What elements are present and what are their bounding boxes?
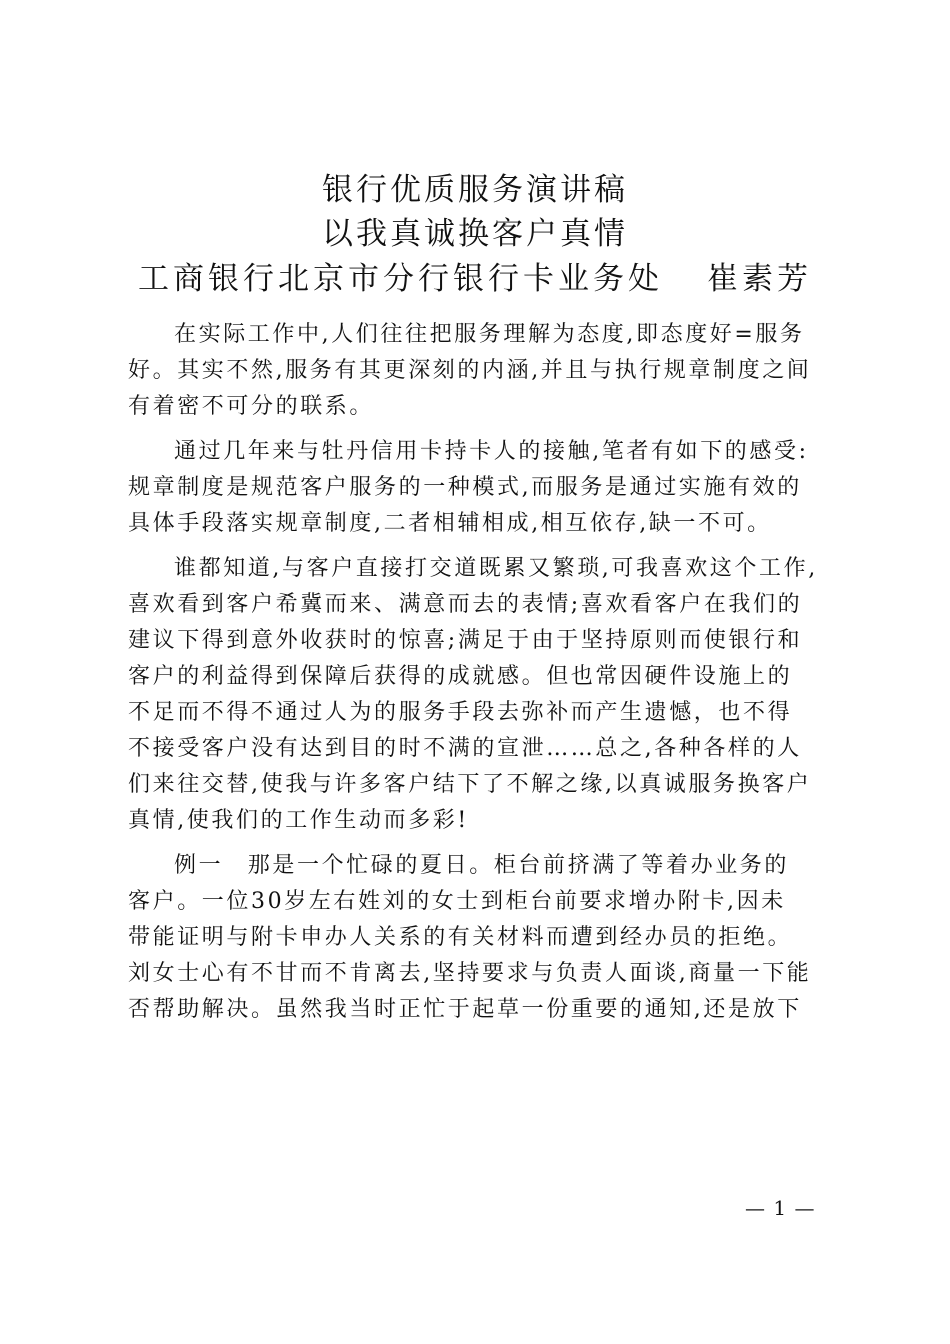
- paragraph-line: 客户的利益得到保障后获得的成就感。但也常因硬件设施上的: [128, 664, 793, 689]
- paragraph-line: 否帮助解决。虽然我当时正忙于起草一份重要的通知,还是放下: [128, 997, 802, 1022]
- paragraph-line: 通过几年来与牡丹信用卡持卡人的接触,笔者有如下的感受:: [174, 439, 809, 464]
- paragraph-line: 喜欢看到客户希冀而来、满意而去的表情;喜欢看客户在我们的: [128, 592, 803, 617]
- paragraph-line: 好。其实不然,服务有其更深刻的内涵,并且与执行规章制度之间: [128, 358, 812, 383]
- paragraph-line: 真情,使我们的工作生动而多彩!: [128, 808, 469, 833]
- paragraph-1: [128, 317, 828, 425]
- page-number: — 1 —: [745, 1196, 816, 1220]
- paragraph-line: 有着密不可分的联系。: [128, 394, 375, 419]
- paragraph-line: 刘女士心有不甘而不肯离去,坚持要求与负责人面谈,商量一下能: [128, 961, 812, 986]
- paragraph-3: [128, 551, 828, 839]
- body-text: [128, 317, 828, 1030]
- author-name: 崔素芳: [707, 261, 812, 297]
- author-organization: 工商银行北京市分行银行卡业务处: [138, 261, 663, 297]
- paragraph-line: 谁都知道,与客户直接打交道既累又繁琐,可我喜欢这个工作,: [174, 556, 818, 581]
- paragraph-line: 们来往交替,使我与许多客户结下了不解之缘,以真诚服务换客户: [128, 772, 812, 797]
- paragraph-4: [128, 848, 828, 1028]
- document-title: 银行优质服务演讲稿: [322, 172, 628, 208]
- paragraph-line: 不足而不得不通过人为的服务手段去弥补而产生遗憾，也不得: [128, 700, 793, 725]
- paragraph-line: 具体手段落实规章制度,二者相辅相成,相互依存,缺一不可。: [128, 511, 772, 536]
- paragraph-line: 客户。一位30岁左右姓刘的女士到柜台前要求增办附卡,因未: [128, 889, 786, 914]
- paragraph-line: 例一 那是一个忙碌的夏日。柜台前挤满了等着办业务的: [174, 853, 790, 878]
- paragraph-2: [128, 434, 828, 542]
- author-line: [0, 256, 950, 302]
- paragraph-line: 不接受客户没有达到目的时不满的宣泄……总之,各种各样的人: [128, 736, 802, 761]
- title-block: [0, 168, 950, 302]
- paragraph-line: 规章制度是规范客户服务的一种模式,而服务是通过实施有效的: [128, 475, 802, 500]
- paragraph-line: 建议下得到意外收获时的惊喜;满足于由于坚持原则而使银行和: [128, 628, 803, 653]
- document-subtitle: 以我真诚换客户真情: [322, 216, 628, 252]
- paragraph-line: 在实际工作中,人们往往把服务理解为态度,即态度好=服务: [174, 322, 805, 347]
- paragraph-line: 带能证明与附卡申办人关系的有关材料而遭到经办员的拒绝。: [128, 925, 793, 950]
